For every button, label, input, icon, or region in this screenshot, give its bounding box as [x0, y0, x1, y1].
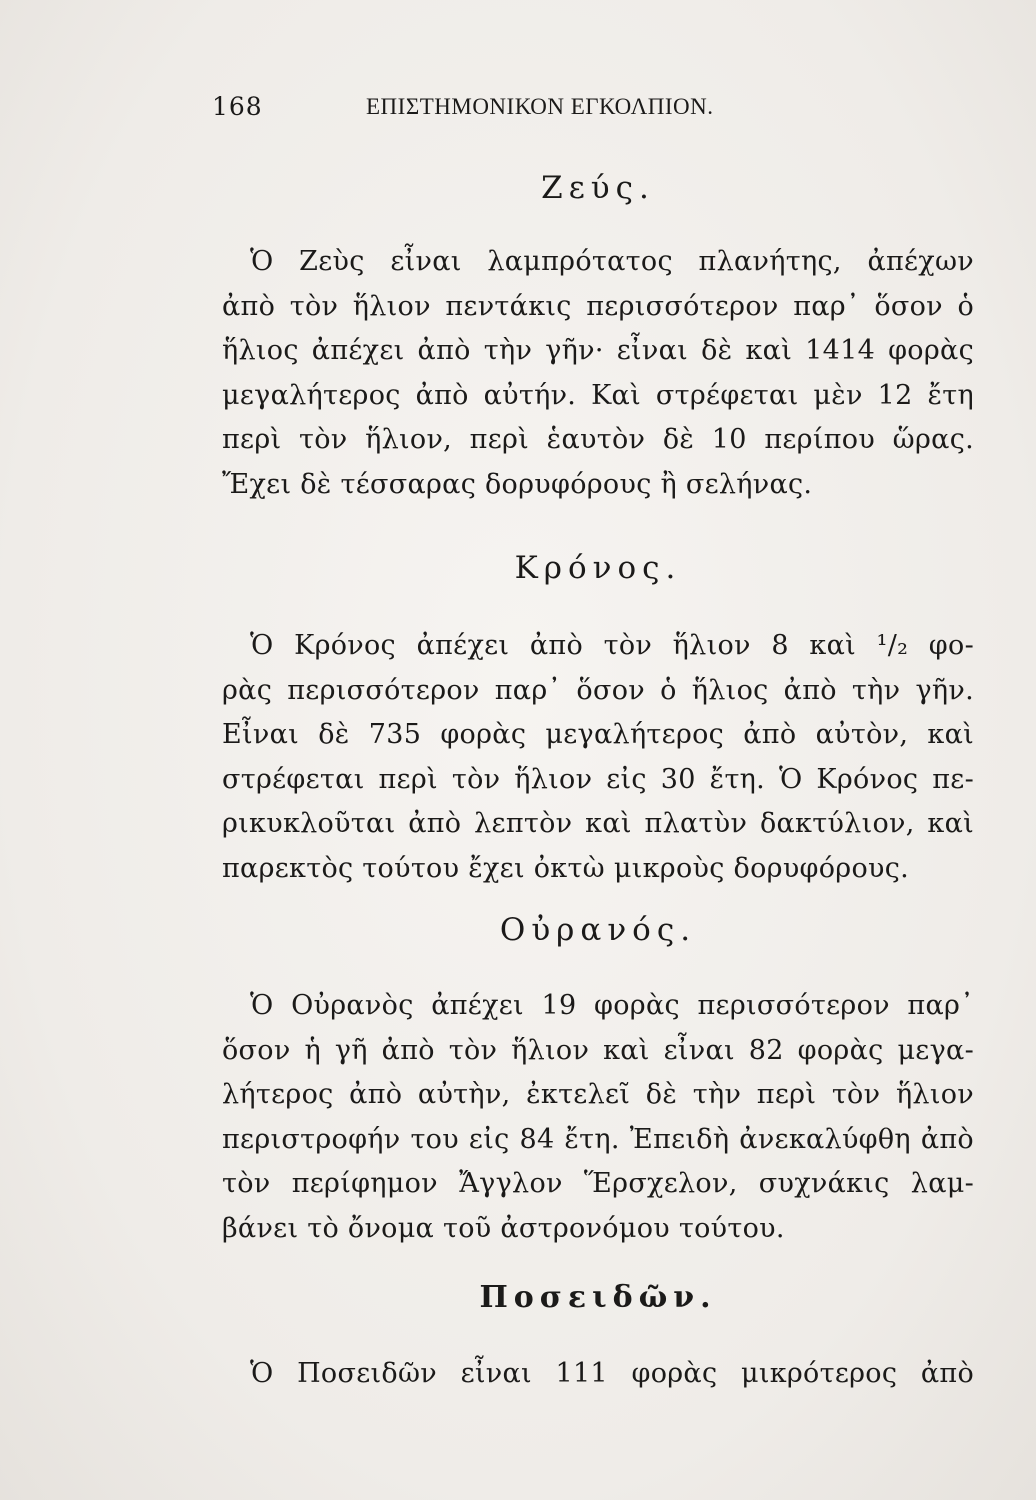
text-line: ὅσον ἡ γῆ ἀπὸ τὸν ἥλιον καὶ εἶναι 82 φορὰς μεγα-: [222, 1034, 974, 1066]
page-number: 168: [212, 92, 263, 121]
text-line: βάνει τὸ ὄνομα τοῦ ἀστρονόμου τούτου.: [222, 1212, 785, 1244]
text-line: τὸν περίφημον Ἄγγλον Ἕρσχελον, συχνάκις λαμ-: [222, 1168, 974, 1199]
section-heading-ouranos: Οὐρανός.: [499, 912, 697, 948]
section-heading-zeus: Ζεύς.: [541, 170, 655, 206]
text-line: ἥλιος ἀπέχει ἀπὸ τὴν γῆν· εἶναι δὲ καὶ 1414 φορὰς: [222, 335, 974, 366]
text-line: Εἶναι δὲ 735 φορὰς μεγαλήτερος ἀπὸ αὐτὸν, καὶ: [222, 719, 974, 750]
text-line: ἀπὸ τὸν ἥλιον πεντάκις περισσότερον παρ᾽ ὅσον ὁ: [222, 290, 974, 322]
text-line: παρεκτὸς τούτου ἔχει ὀκτὼ μικροὺς δορυφόρους.: [222, 852, 910, 884]
text-line: περὶ τὸν ἥλιον, περὶ ἑαυτὸν δὲ 10 περίπου ὥρας.: [222, 424, 974, 455]
text-line: περιστροφήν του εἰς 84 ἔτη. Ἐπειδὴ ἀνεκαλύφθη ἀπὸ: [222, 1123, 974, 1155]
text-line: ρικυκλοῦται ἀπὸ λεπτὸν καὶ πλατὺν δακτύλιον, καὶ: [222, 808, 974, 839]
text-line: Ὁ Οὐρανὸς ἀπέχει 19 φορὰς περισσότερον παρ᾽: [250, 990, 974, 1021]
text-line: Ὁ Κρόνος ἀπέχει ἀπὸ τὸν ἥλιον 8 καὶ ¹/₂ φο-: [250, 630, 974, 661]
section-poseidon: [222, 1276, 974, 1397]
section-ouranos: [222, 908, 974, 1251]
text-line: Ἔχει δὲ τέσσαρας δορυφόρους ἢ σελήνας.: [222, 468, 813, 500]
text-line: Ὁ Ποσειδῶν εἶναι 111 φορὰς μικρότερος ἀπὸ: [250, 1358, 974, 1389]
text-line: στρέφεται περὶ τὸν ἥλιον εἰς 30 ἔτη. Ὁ Κρόνος πε-: [222, 763, 974, 795]
section-kronos: [222, 546, 974, 891]
section-heading-poseidon: Ποσειδῶν.: [479, 1280, 717, 1315]
text-line: λήτερος ἀπὸ αὐτὴν, ἐκτελεῖ δὲ τὴν περὶ τὸν ἥλιον: [222, 1079, 974, 1110]
section-heading-kronos: Κρόνος.: [514, 550, 682, 586]
section-zeus: [222, 166, 974, 507]
text-line: μεγαλήτερος ἀπὸ αὐτήν. Καὶ στρέφεται μὲν 12 ἔτη: [222, 379, 974, 411]
text-line: ρὰς περισσότερον παρ᾽ ὅσον ὁ ἥλιος ἀπὸ τὴν γῆν.: [222, 674, 974, 706]
text-line: Ὁ Ζεὺς εἶναι λαμπρότατος πλανήτης, ἀπέχων: [250, 246, 974, 277]
running-head: [212, 92, 772, 126]
running-title: ΕΠΙΣΤΗΜΟΝΙΚΟΝ ΕΓΚΟΛΠΙΟΝ.: [366, 94, 714, 119]
